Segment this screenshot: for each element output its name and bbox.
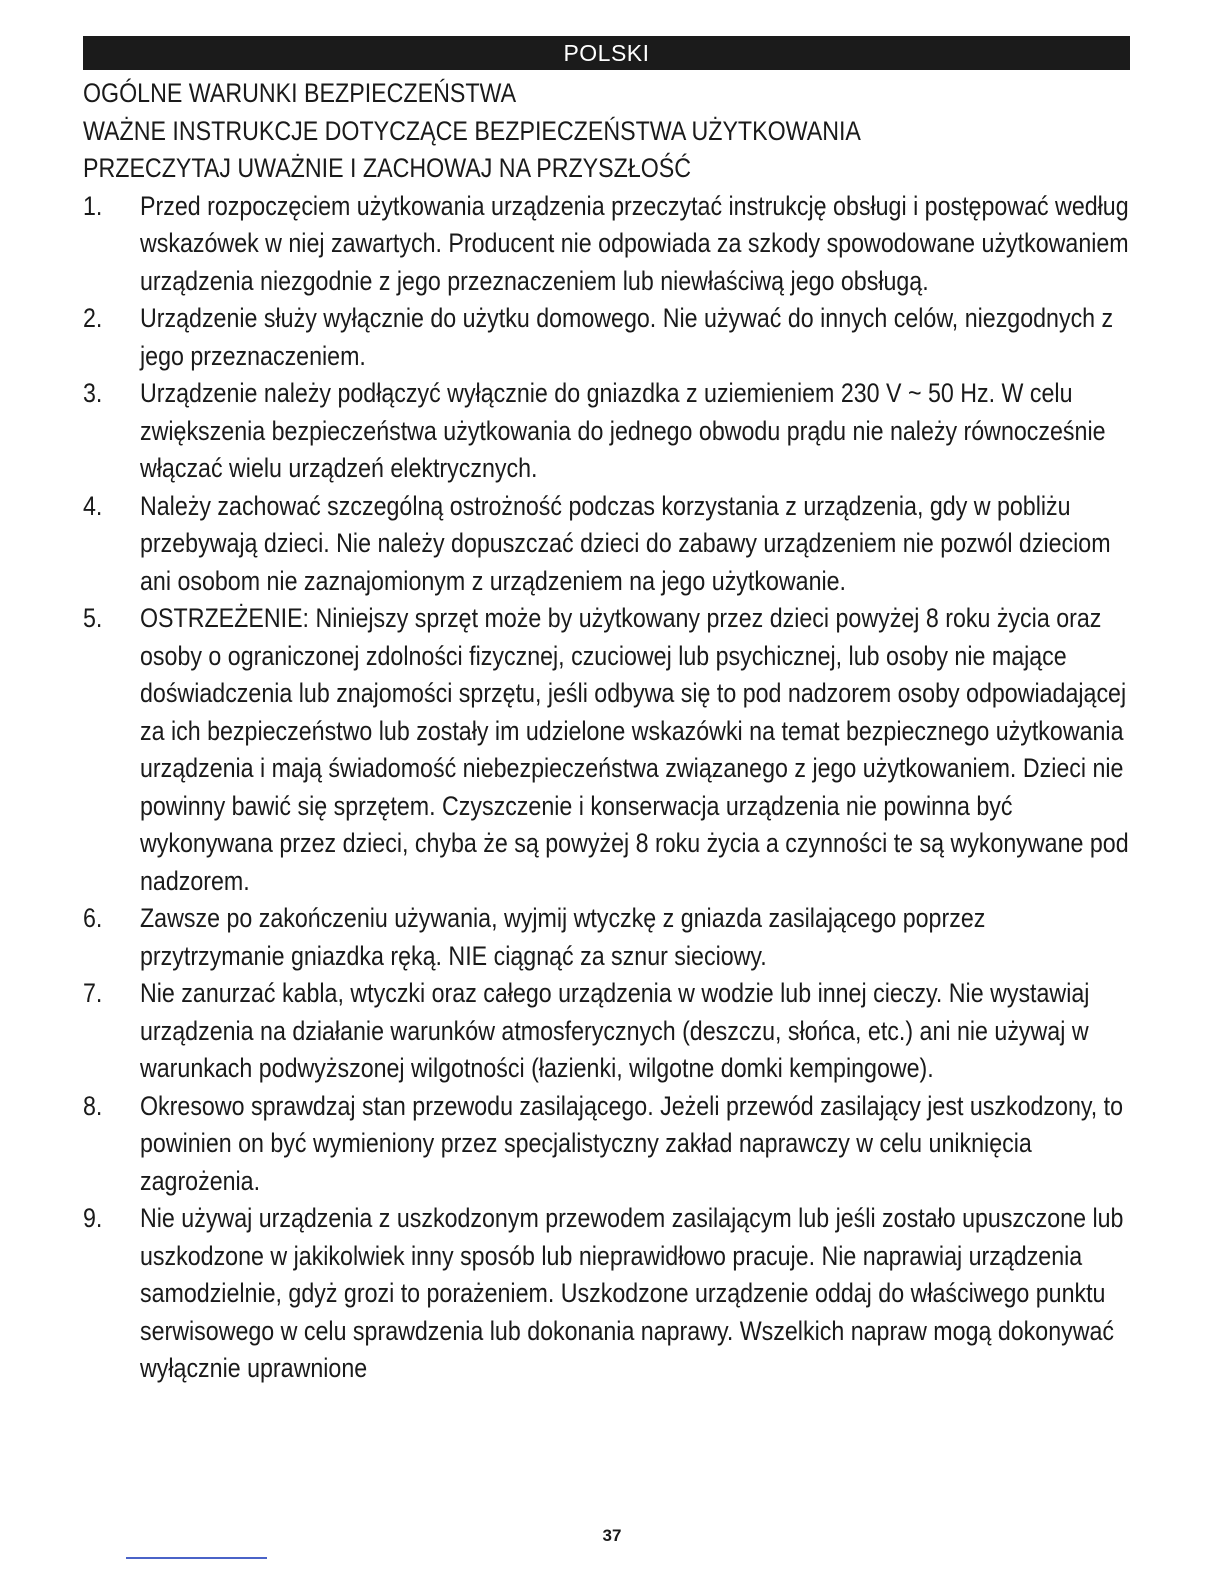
item-number: 8. bbox=[83, 1090, 103, 1121]
safety-instructions bbox=[83, 75, 1143, 1388]
item-text: Zawsze po zakończeniu używania, wyjmij wtyczkę z gniazda zasilającego poprzez przytrzymanie gniazdka ręką. NIE ciągnąć za sznur sieciowy. bbox=[140, 903, 986, 971]
list-item bbox=[83, 488, 1143, 601]
item-text: Przed rozpoczęciem użytkowania urządzenia przeczytać instrukcję obsługi i postępować według wskazówek w niej zawartych. Producent nie odpowiada za szkody spowodowane użytkowaniem urządzenia niezgodnie z jego przeznaczeniem lub niewłaściwą jego obsługą. bbox=[140, 190, 1129, 296]
item-number: 4. bbox=[83, 490, 103, 521]
footer-divider bbox=[126, 1557, 267, 1559]
item-number: 7. bbox=[83, 978, 103, 1008]
item-text: Nie zanurzać kabla, wtyczki oraz całego urządzenia w wodzie lub innej cieczy. Nie wystawiaj urządzenia na działanie warunków atmosferycznych (deszczu, słońca, etc.) ani nie używaj w warunkach podwyższonej wilgotności (łazienki, wilgotne domki kempingowe). bbox=[140, 978, 1090, 1083]
item-number: 5. bbox=[83, 603, 103, 633]
list-item bbox=[83, 975, 1143, 1088]
list-item bbox=[83, 1200, 1143, 1388]
list-item bbox=[83, 300, 1143, 375]
section-title: OGÓLNE WARUNKI BEZPIECZEŃSTWA bbox=[83, 78, 517, 108]
list-item bbox=[83, 188, 1143, 301]
list-item bbox=[83, 900, 1143, 975]
item-text: OSTRZEŻENIE: Niniejszy sprzęt może by użytkowany przez dzieci powyżej 8 roku życia oraz osoby o ograniczonej zdolności fizycznej, czuciowej lub psychicznej, lub osoby nie mające doświadczenia lub znajomości sprzętu, jeśli odbywa się to pod nadzorem osoby odpowiadającej za ich bezpieczeństwo lub zostały im udzielone wskazówki na temat bezpiecznego użytkowania urządzenia i mają świadomość niebezpieczeństwa związanego z jego użytkowaniem. Dzieci nie powinny bawić się sprzętem. Czyszczenie i konserwacja urządzenia nie powinna być wykonywana przez dzieci, chyba że są powyżej 8 roku życia a czynności te są wykonywane pod nadzorem. bbox=[140, 603, 1129, 896]
list-item bbox=[83, 1088, 1143, 1201]
item-number: 6. bbox=[83, 903, 103, 933]
language-label: POLSKI bbox=[563, 40, 650, 66]
section-subtitle: WAŻNE INSTRUKCJE DOTYCZĄCE BEZPIECZEŃSTWA UŻYTKOWANIA bbox=[83, 115, 861, 146]
list-item bbox=[83, 600, 1143, 900]
item-number: 2. bbox=[83, 303, 103, 333]
item-text: Nie używaj urządzenia z uszkodzonym przewodem zasilającym lub jeśli zostało upuszczone lub uszkodzone w jakikolwiek inny sposób lub nieprawidłowo pracuje. Nie naprawiaj urządzenia samodzielnie, gdyż grozi to porażeniem. Uszkodzone urządzenie oddaj do właściwego punktu serwisowego w celu sprawdzenia lub dokonania naprawy. Wszelkich napraw mogą dokonywać wyłącznie uprawnione bbox=[140, 1203, 1124, 1383]
instruction-list bbox=[83, 188, 1143, 1388]
item-number: 9. bbox=[83, 1203, 103, 1233]
item-text: Urządzenie służy wyłącznie do użytku domowego. Nie używać do innych celów, niezgodnych z jego przeznaczeniem. bbox=[140, 303, 1114, 371]
page-number: 37 bbox=[602, 1526, 622, 1545]
list-item bbox=[83, 375, 1143, 488]
item-number: 1. bbox=[83, 190, 103, 221]
item-number: 3. bbox=[83, 378, 103, 408]
item-text: Urządzenie należy podłączyć wyłącznie do gniazdka z uziemieniem 230 V ~ 50 Hz. W celu zwiększenia bezpieczeństwa użytkowania do jednego obwodu prądu nie należy równocześnie włączać wielu urządzeń elektrycznych. bbox=[140, 378, 1106, 483]
item-text: Należy zachować szczególną ostrożność podczas korzystania z urządzenia, gdy w pobliżu przebywają dzieci. Nie należy dopuszczać dzieci do zabawy urządzeniem nie pozwól dzieciom ani osobom nie zaznajomionym z urządzeniem na jego użytkowanie. bbox=[140, 490, 1111, 596]
language-header-bar bbox=[83, 36, 1130, 70]
section-notice: PRZECZYTAJ UWAŻNIE I ZACHOWAJ NA PRZYSZŁOŚĆ bbox=[83, 153, 692, 183]
item-text: Okresowo sprawdzaj stan przewodu zasilającego. Jeżeli przewód zasilający jest uszkodzony, to powinien on być wymieniony przez specjalistyczny zakład naprawczy w celu uniknięcia zagrożenia. bbox=[140, 1090, 1124, 1196]
